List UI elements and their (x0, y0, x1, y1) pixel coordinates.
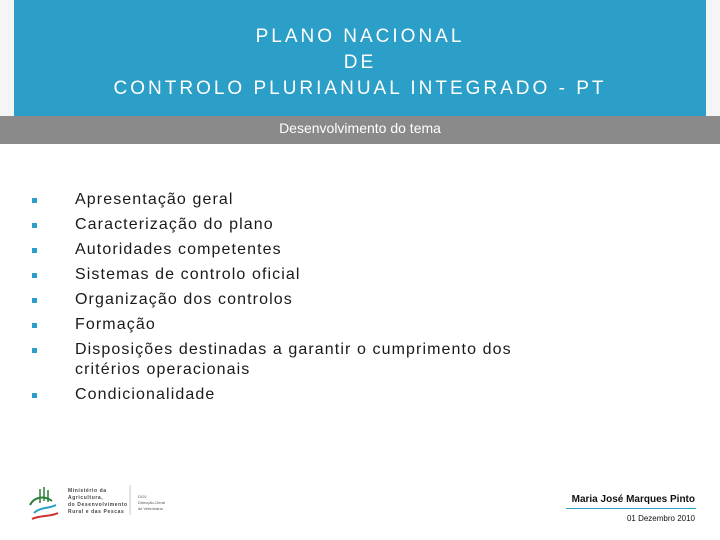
bullet-square-icon (32, 248, 37, 253)
directorate-line: DGV (138, 494, 147, 499)
list-item (32, 290, 692, 310)
title-line-1: PLANO NACIONAL (255, 26, 465, 47)
ministry-name (68, 488, 128, 516)
bullet-square-icon (32, 393, 37, 398)
ministry-line: Ministério da (68, 488, 107, 494)
title-banner (14, 0, 706, 118)
list-item-text: Condicionalidade (75, 386, 216, 403)
bullet-square-icon (32, 348, 37, 353)
list-item-text: Autoridades competentes (75, 241, 282, 258)
subtitle-bar (0, 116, 720, 144)
ministry-line: do Desenvolvimento (68, 502, 128, 508)
list-item (32, 315, 692, 335)
bullet-square-icon (32, 273, 37, 278)
footer-divider (566, 508, 696, 509)
list-item-text: Sistemas de controlo oficial (75, 266, 301, 283)
subtitle: Desenvolvimento do tema (279, 120, 441, 136)
list-item-text: Formação (75, 316, 156, 333)
author-name: Maria José Marques Pinto (571, 494, 695, 505)
directorate-line: de Veterinária (138, 506, 163, 511)
list-item-text: Caracterização do plano (75, 216, 274, 233)
list-item (32, 340, 545, 380)
directorate-line: Direcção-Geral (138, 500, 165, 505)
list-item-text: Disposições destinadas a garantir o cumprimento dos critérios operacionais (75, 341, 512, 378)
bullet-square-icon (32, 323, 37, 328)
list-item (32, 385, 692, 405)
topic-list (32, 190, 692, 410)
ministry-line: Agricultura, (68, 495, 104, 501)
list-item-text: Apresentação geral (75, 191, 234, 208)
list-item (32, 215, 692, 235)
list-item-text: Organização dos controlos (75, 291, 293, 308)
directorate-name (138, 494, 165, 512)
list-item (32, 190, 692, 210)
bullet-square-icon (32, 223, 37, 228)
presentation-date: 01 Dezembro 2010 (626, 514, 695, 523)
title-line-3: CONTROLO PLURIANUAL INTEGRADO - PT (113, 78, 607, 99)
bullet-square-icon (32, 198, 37, 203)
ministry-line: Rural e das Pescas (68, 509, 125, 515)
bullet-square-icon (32, 298, 37, 303)
list-item (32, 240, 692, 260)
list-item (32, 265, 692, 285)
title-line-2: DE (343, 52, 377, 73)
